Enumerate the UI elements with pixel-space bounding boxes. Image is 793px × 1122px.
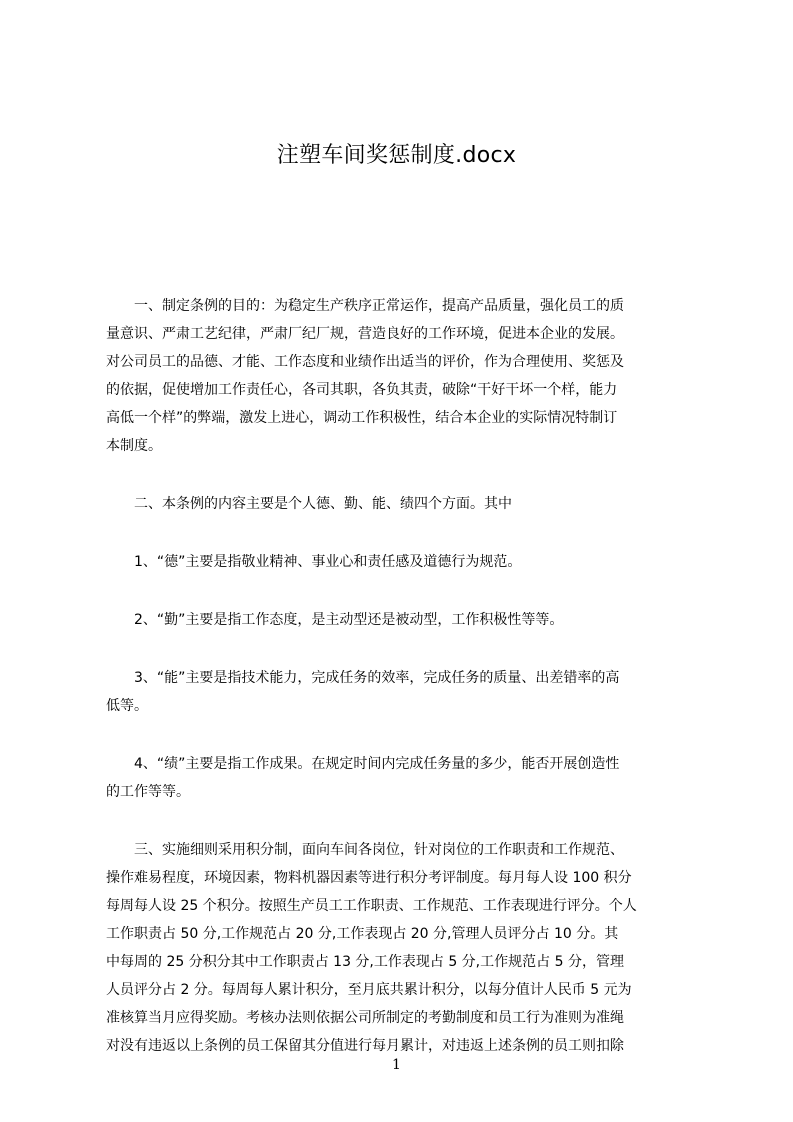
text-line: 对没有违返以上条例的员工保留其分值进行每月累计，对违返上述条例的员工则扣除 <box>106 1038 624 1054</box>
paragraph-implementation <box>106 836 700 1060</box>
text-line: 4、“绩”主要是指工作成果。在规定时间内完成任务量的多少，能否开展创造性 <box>106 756 620 772</box>
text-line: 3、“能”主要是指技术能力，完成任务的效率，完成任务的质量、出差错率的高 <box>106 670 620 686</box>
text-line: 的工作等等。 <box>106 784 190 800</box>
text-line: 准核算当月应得奖励。考核办法则依据公司所制定的考勤制度和员工行为准则为准绳 <box>106 1010 624 1026</box>
paragraph-neng <box>106 664 700 720</box>
text-line: 低等。 <box>106 698 148 714</box>
paragraph-content-scope <box>106 490 700 518</box>
document-title: 注塑车间奖惩制度.docx <box>276 143 517 168</box>
paragraph-de <box>106 548 700 576</box>
text-line: 工作职责占 50 分,工作规范占 20 分,工作表现占 20 分,管理人员评分占 10 分。其 <box>106 926 619 942</box>
text-line: 对公司员工的品德、才能、工作态度和业绩作出适当的评价，作为合理使用、奖惩及 <box>106 354 624 370</box>
text-line: 本制度。 <box>106 438 162 454</box>
paragraph-ji <box>106 750 700 806</box>
text-line: 量意识、严肃工艺纪律，严肃厂纪厂规，营造良好的工作环境，促进本企业的发展。 <box>106 326 624 342</box>
text-line: 的依据，促使增加工作责任心，各司其职，各负其责，破除“干好干坏一个样，能力 <box>106 382 618 398</box>
text-line: 一、制定条例的目的：为稳定生产秩序正常运作，提高产品质量，强化员工的质 <box>106 298 624 314</box>
paragraph-purpose <box>106 292 700 460</box>
text-line: 人员评分占 2 分。每周每人累计积分，至月底共累计积分，以每分值计人民币 5 元为 <box>106 982 632 998</box>
page-number: 1 <box>392 1057 401 1073</box>
paragraph-qin <box>106 606 700 634</box>
text-line: 1、“德”主要是指敬业精神、事业心和责任感及道德行为规范。 <box>106 554 522 570</box>
text-line: 每周每人设 25 个积分。按照生产员工工作职责、工作规范、工作表现进行评分。个人 <box>106 898 637 914</box>
text-line: 高低一个样”的弊端，激发上进心，调动工作积极性，结合本企业的实际情况特制订 <box>106 410 618 426</box>
text-line: 中每周的 25 分积分其中工作职责占 13 分,工作表现占 5 分,工作规范占 5 分，管理 <box>106 954 624 970</box>
text-line: 三、实施细则采用积分制，面向车间各岗位，针对岗位的工作职责和工作规范、 <box>106 842 624 858</box>
document-body <box>106 292 700 1090</box>
text-line: 二、本条例的内容主要是个人德、勤、能、绩四个方面。其中 <box>106 496 512 512</box>
text-line: 2、“勤”主要是指工作态度，是主动型还是被动型，工作积极性等等。 <box>106 612 564 628</box>
text-line: 操作难易程度，环境因素，物料机器因素等进行积分考评制度。每月每人设 100 积分 <box>106 870 632 886</box>
